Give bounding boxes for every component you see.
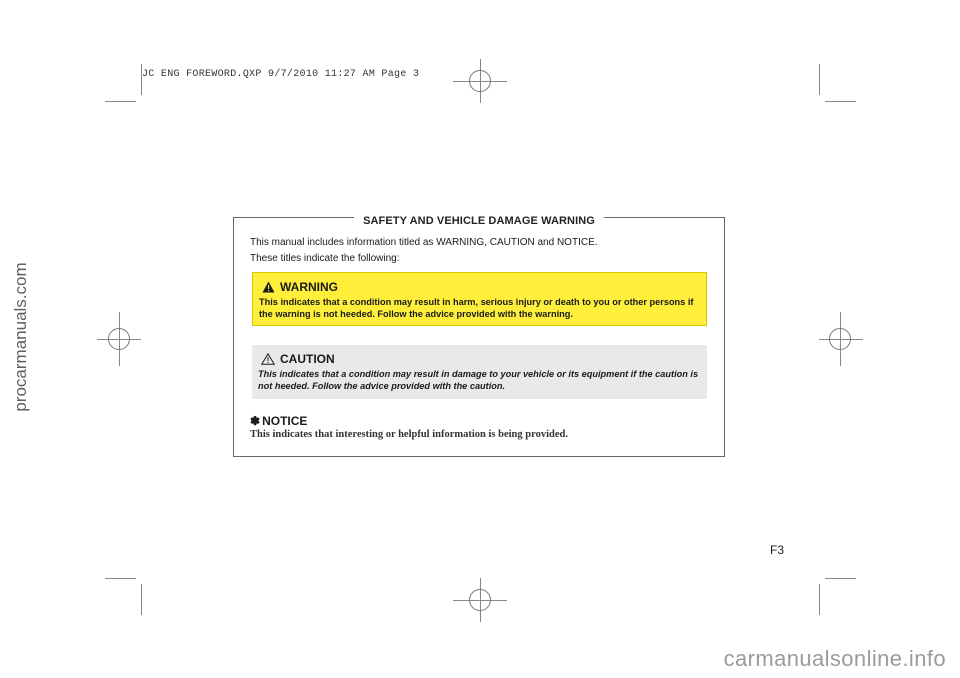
warning-triangle-outline-icon [261, 353, 275, 365]
print-file-info: JC ENG FOREWORD.QXP 9/7/2010 11:27 AM Page 3 [142, 69, 420, 80]
crop-mark [141, 584, 142, 615]
side-watermark: procarmanuals.com [11, 262, 30, 412]
bottom-watermark: carmanualsonline.info [723, 646, 946, 671]
warning-box [252, 272, 707, 326]
intro-line: This manual includes information titled as WARNING, CAUTION and NOTICE. [250, 237, 598, 248]
page-number: F3 [770, 543, 785, 557]
notice-title: NOTICE [262, 414, 308, 428]
safety-warning-section [233, 217, 725, 457]
caution-title: CAUTION [280, 352, 335, 366]
crop-mark [105, 101, 136, 102]
notice-text: This indicates that interesting or helpful information is being provided. [250, 429, 568, 440]
section-title: SAFETY AND VEHICLE DAMAGE WARNING [234, 211, 724, 229]
crop-mark [819, 64, 820, 95]
crop-mark [825, 101, 856, 102]
warning-title: WARNING [280, 280, 338, 294]
section-intro [250, 235, 598, 267]
caution-heading [261, 352, 701, 366]
asterisk-icon: ✽ [250, 414, 261, 428]
notice-heading [250, 414, 307, 428]
warning-triangle-filled-icon [262, 281, 275, 293]
intro-line: These titles indicate the following: [250, 253, 400, 264]
warning-text: This indicates that a condition may result in harm, serious injury or death to you or other persons if the warning is not heeded. Follow the advice provided with the warning. [259, 297, 694, 319]
warning-heading [262, 280, 700, 294]
caution-text: This indicates that a condition may result in damage to your vehicle or its equipment if the caution is not heeded. Follow the advice provided with the caution. [258, 369, 699, 391]
crop-mark [105, 578, 136, 579]
crop-mark [819, 584, 820, 615]
caution-box [252, 345, 707, 399]
crop-mark [825, 578, 856, 579]
